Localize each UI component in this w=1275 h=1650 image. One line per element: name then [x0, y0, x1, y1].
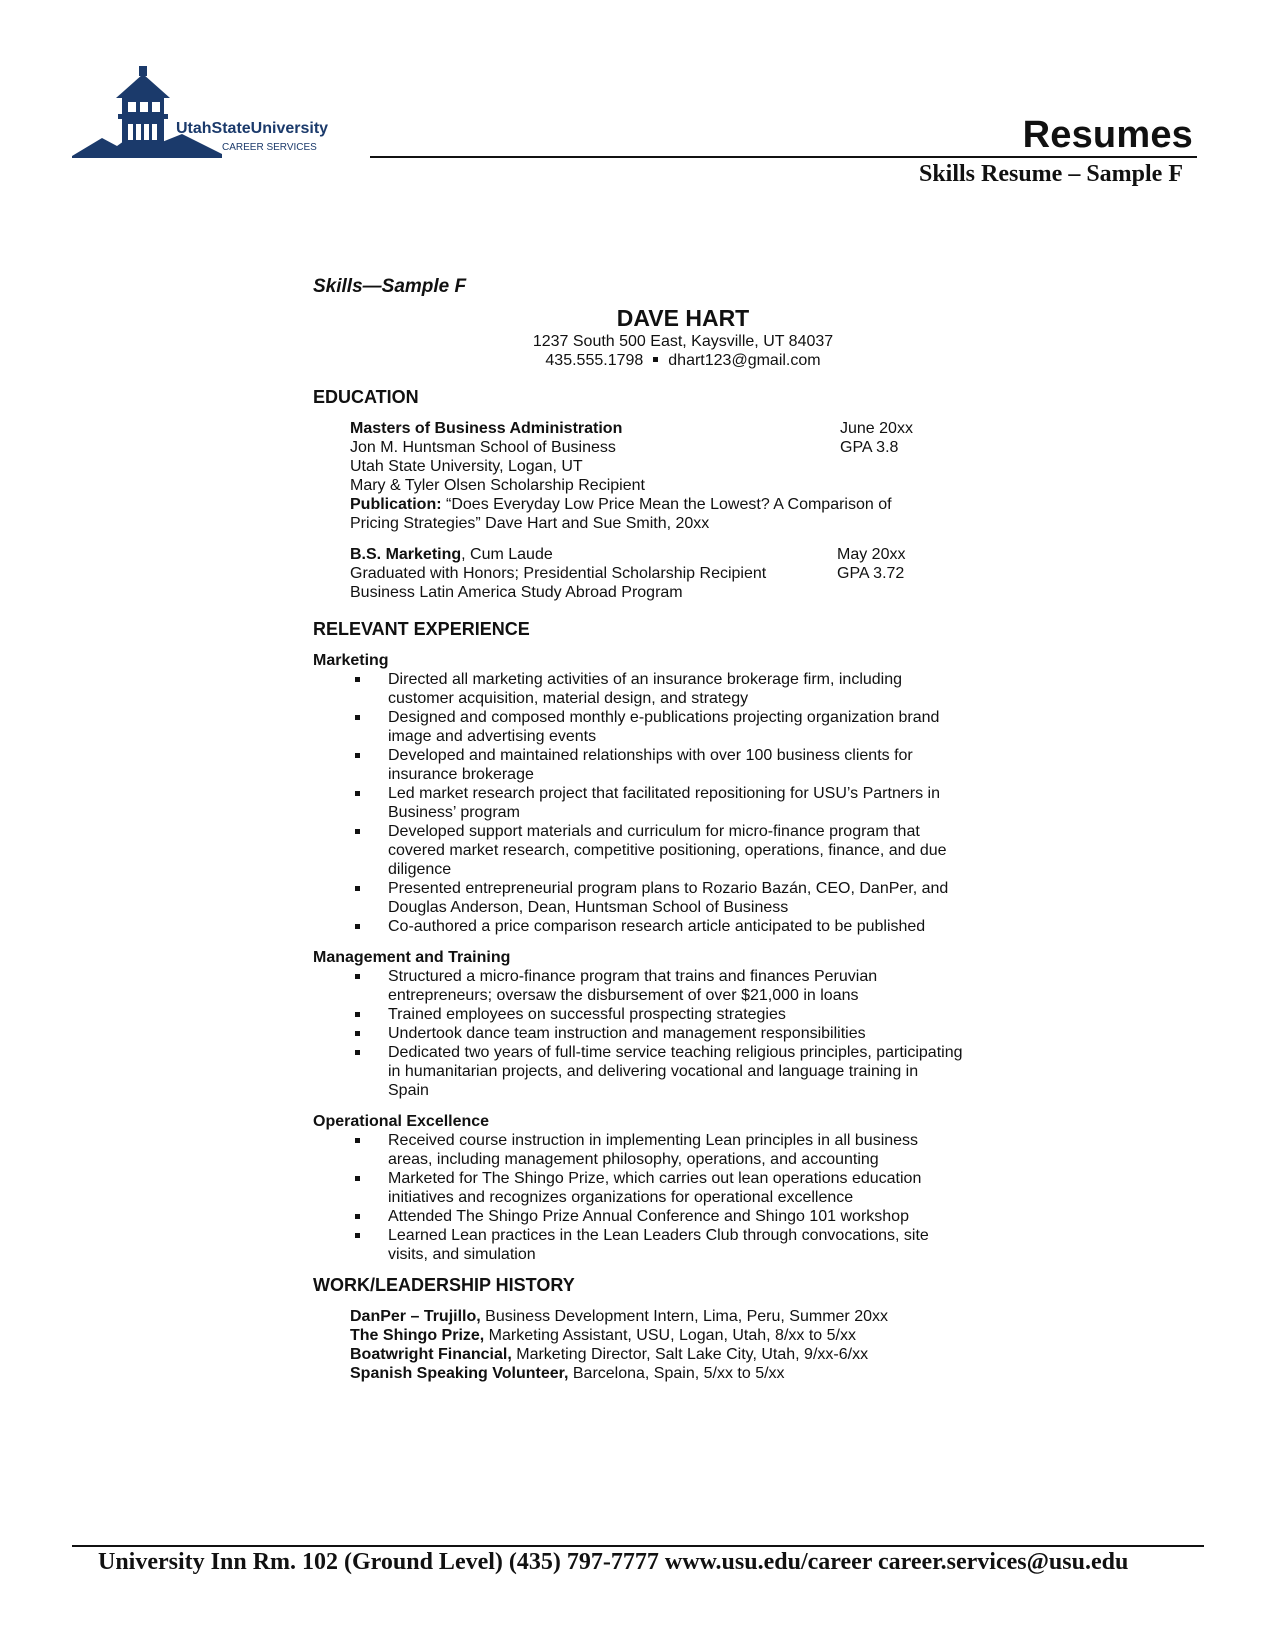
- mba-date: June 20xx: [840, 420, 913, 437]
- work-organization: Spanish Speaking Volunteer,: [350, 1365, 569, 1382]
- work-entry: [350, 1345, 1073, 1364]
- work-heading: WORK/LEADERSHIP HISTORY: [313, 1275, 575, 1295]
- candidate-phone: 435.555.1798: [545, 352, 644, 369]
- footer-divider: [72, 1545, 1204, 1547]
- bs-honors: , Cum Laude: [461, 546, 553, 563]
- mba-school: Jon M. Huntsman School of Business: [350, 439, 616, 456]
- work-history-list: [350, 1307, 1073, 1383]
- candidate-email: dhart123@gmail.com: [668, 352, 821, 369]
- work-detail: Business Development Intern, Lima, Peru, Summer 20xx: [480, 1308, 888, 1325]
- work-entry: [350, 1326, 1073, 1345]
- education-section: [350, 419, 1073, 602]
- experience-bullet-item: Developed support materials and curriculum for micro-finance program that covered market research, competitive positioning, operations, finance, and due diligence: [313, 822, 963, 879]
- experience-bullet-item: Led market research project that facilitated repositioning for USU’s Partners in Business’ program: [313, 784, 963, 822]
- work-organization: The Shingo Prize,: [350, 1327, 485, 1344]
- mba-degree-line: [350, 419, 1073, 438]
- resume-body: [313, 277, 1073, 1383]
- experience-bullet-item: Co-authored a price comparison research article anticipated to be published: [313, 917, 963, 936]
- experience-bullet-item: Attended The Shingo Prize Annual Conference and Shingo 101 workshop: [313, 1207, 963, 1226]
- experience-bullet-list: [313, 670, 1073, 936]
- experience-group-title: Management and Training: [313, 949, 511, 966]
- experience-group-title: Operational Excellence: [313, 1113, 490, 1130]
- experience-bullet-item: Directed all marketing activities of an insurance brokerage firm, including customer acquisition, material design, and strategy: [313, 670, 963, 708]
- experience-bullet-item: Presented entrepreneurial program plans to Rozario Bazán, CEO, DanPer, and Douglas Anderson, Dean, Huntsman School of Business: [313, 879, 963, 917]
- bs-gpa: GPA 3.72: [837, 565, 905, 582]
- work-organization: Boatwright Financial,: [350, 1346, 512, 1363]
- mba-gpa: GPA 3.8: [840, 439, 899, 456]
- education-heading: EDUCATION: [313, 387, 419, 407]
- work-detail: Barcelona, Spain, 5/xx to 5/xx: [568, 1365, 785, 1382]
- document-title: Resumes: [1022, 114, 1193, 156]
- bs-honors-detail: Graduated with Honors; Presidential Scholarship Recipient: [350, 565, 767, 582]
- mba-degree: Masters of Business Administration: [350, 420, 623, 437]
- experience-bullet-item: Developed and maintained relationships with over 100 business clients for insurance brokerage: [313, 746, 963, 784]
- bs-honors-line: [350, 564, 1073, 583]
- publication-text: “Does Everyday Low Price Mean the Lowest? A Comparison of Pricing Strategies” Dave Hart and Sue Smith, 20xx: [350, 496, 892, 532]
- candidate-name: DAVE HART: [616, 305, 750, 331]
- experience-section: [313, 651, 1073, 1264]
- bs-date: May 20xx: [837, 546, 906, 563]
- experience-heading: RELEVANT EXPERIENCE: [313, 619, 530, 639]
- experience-bullet-item: Trained employees on successful prospecting strategies: [313, 1005, 963, 1024]
- experience-group-title: Marketing: [313, 652, 389, 669]
- bullet-separator: [653, 357, 658, 362]
- candidate-address: 1237 South 500 East, Kaysville, UT 84037: [532, 333, 834, 350]
- footer-contact-info: University Inn Rm. 102 (Ground Level) (435) 797-7777 www.usu.edu/career career.services@usu.edu: [98, 1549, 1129, 1575]
- logo-subtext: CAREER SERVICES: [222, 142, 317, 153]
- work-entry: [350, 1307, 1073, 1326]
- document-subtitle: Skills Resume – Sample F: [918, 161, 1183, 187]
- mba-scholarship: Mary & Tyler Olsen Scholarship Recipient: [350, 477, 645, 494]
- experience-bullet-item: Received course instruction in implementing Lean principles in all business areas, including management philosophy, operations, and accounting: [313, 1131, 963, 1169]
- header-divider: [370, 156, 1197, 158]
- experience-bullet-item: Designed and composed monthly e-publications projecting organization brand image and advertising events: [313, 708, 963, 746]
- work-detail: Marketing Assistant, USU, Logan, Utah, 8/xx to 5/xx: [484, 1327, 856, 1344]
- experience-bullet-list: [313, 967, 1073, 1100]
- experience-bullet-list: [313, 1131, 1073, 1264]
- work-detail: Marketing Director, Salt Lake City, Utah, 9/xx-6/xx: [511, 1346, 869, 1363]
- experience-bullet-item: Undertook dance team instruction and management responsibilities: [313, 1024, 963, 1043]
- bs-study-abroad: Business Latin America Study Abroad Program: [350, 584, 683, 601]
- mba-publication: [350, 495, 930, 533]
- mba-university: Utah State University, Logan, UT: [350, 458, 583, 475]
- sample-label: Skills—Sample F: [313, 276, 467, 297]
- bs-degree-line: [350, 545, 1073, 564]
- experience-bullet-item: Structured a micro-finance program that trains and finances Peruvian entrepreneurs; oversaw the disbursement of over $21,000 in loans: [313, 967, 963, 1005]
- logo-text: UtahStateUniversity: [176, 120, 329, 137]
- experience-bullet-item: Dedicated two years of full-time service teaching religious principles, participating in humanitarian projects, and delivering vocational and language training in Spain: [313, 1043, 963, 1100]
- experience-bullet-item: Marketed for The Shingo Prize, which carries out lean operations education initiatives and recognizes organizations for operational excellence: [313, 1169, 963, 1207]
- work-organization: DanPer – Trujillo,: [350, 1308, 481, 1325]
- bs-degree: B.S. Marketing: [350, 546, 462, 563]
- candidate-contact: [313, 351, 1073, 370]
- mba-school-line: [350, 438, 1073, 457]
- experience-bullet-item: Learned Lean practices in the Lean Leaders Club through convocations, site visits, and simulation: [313, 1226, 963, 1264]
- usu-career-services-logo: [72, 66, 372, 166]
- publication-label: Publication:: [350, 496, 442, 513]
- work-entry: [350, 1364, 1073, 1383]
- usu-tower-icon: [72, 66, 372, 166]
